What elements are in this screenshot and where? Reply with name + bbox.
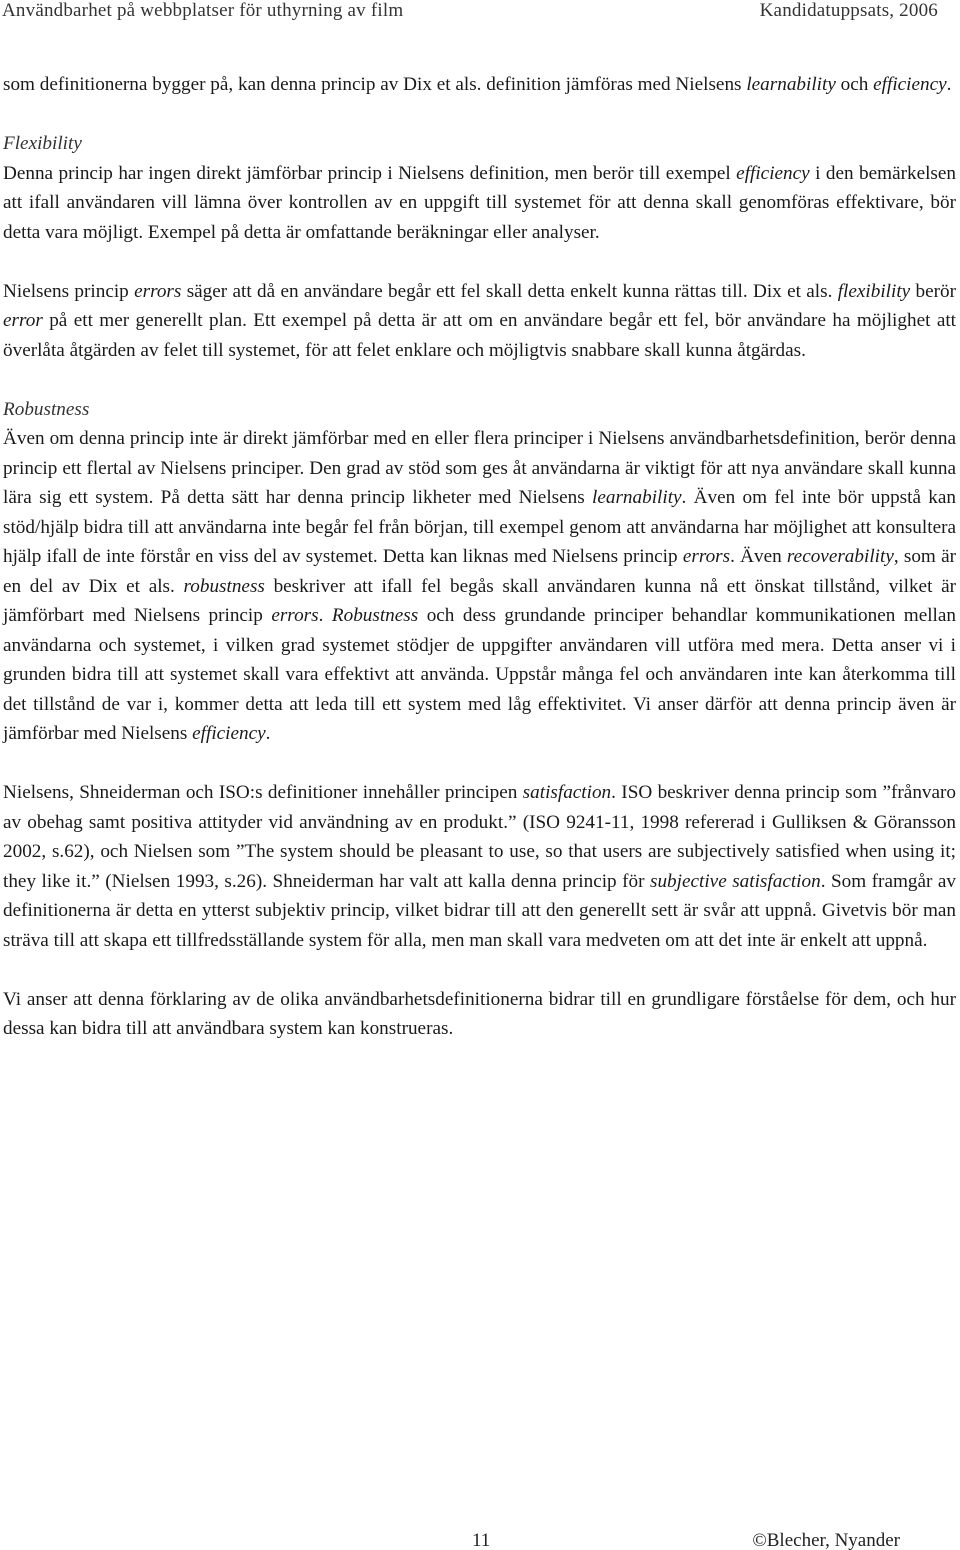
paragraph-flexibility (3, 159, 956, 248)
text-run: . Även om fel inte bör uppstå kan stöd/hjälp bidra till att användarna inte begår fel från början, till exempel genom att användarna har möjlighet att konsultera hjälp ifall de inte förstår en viss del av systemet. Detta kan liknas med Nielsens princip (3, 487, 957, 567)
text-run: Denna princip har ingen direkt jämförbar princip i Nielsens definition, men berör till exempel (3, 162, 737, 184)
text-run: som definitionerna bygger på, kan denna princip av Dix et als. definition jämföras med Nielsens (3, 74, 747, 95)
text-run: . (265, 723, 271, 744)
paragraph-spacer (3, 100, 956, 130)
running-header (2, 0, 938, 22)
text-run: . (946, 74, 952, 95)
paragraph-spacer (3, 365, 956, 395)
section-label-flexibility: Flexibility (3, 133, 82, 154)
emphasis: efficiency (192, 723, 266, 744)
emphasis: satisfaction (522, 782, 612, 803)
paragraph-closing: Vi anser att denna förklaring av de olika användbarhetsdefinitionerna bidrar till en grundligare förståelse för dem, och hur dessa kan bidra till att användbara system kan konstrueras. (3, 988, 956, 1039)
text-run: Även om denna princip inte är direkt jämförbar med en eller flera principer i Nielsens användbarhetsdefinition, berör denna princip ett flertal av Nielsens principer. Den grad av stöd som ges åt användarna är viktigt för att nya användare skall kunna lära sig ett system. På detta sätt har denna princip likheter med Nielsens (3, 428, 956, 508)
text-run: . Som framgår av definitionerna är detta en ytterst subjektiv princip, vilket bidrar till att den generellt sett är svår att uppnå. Givetvis bör man sträva till att skapa ett tillfredsställande system för alla, men man skall vara medveten om att det inte är enkelt att uppnå. (3, 870, 956, 951)
paragraph-spacer (3, 955, 956, 985)
emphasis: efficiency (873, 74, 947, 95)
emphasis: errors (134, 280, 182, 302)
text-run: säger att då en användare begår ett fel skall detta enkelt kunna rättas till. Dix et als. (181, 280, 838, 302)
text-run: , som är en del av Dix et als. (3, 546, 956, 597)
text-run: i den bemärkelsen att ifall användaren vill lämna över kontrollen av en uppgift till systemet för att denna skall genomföras effektivare, bör detta vara möjligt. Exempel på detta är omfattande beräkningar eller analyser. (3, 162, 956, 243)
text-run: . Även (730, 546, 787, 567)
text-run: beskriver att ifall fel begås skall användaren kunna nå ett önskat tillstånd, vilket är jämförbart med Nielsens princip (3, 575, 956, 626)
section-label-robustness: Robustness (3, 398, 90, 420)
paragraph-errors (3, 277, 956, 366)
emphasis: error (3, 310, 43, 331)
text-run: . ISO beskriver denna princip som ”frånvaro av obehag samt positiva attityder vid användning av en produkt.” (ISO 9241-11, 1998 refererad i Gulliksen & Göransson 2002, s.62), och Nielsen som ”The system should be pleasant to use, so that users are subjectively satisfied when using it; they like it.” (Nielsen 1993, s.26). Shneiderman har valt att kalla denna princip för (3, 782, 957, 892)
emphasis: subjective satisfaction (650, 870, 821, 892)
paragraph-spacer (3, 247, 956, 277)
emphasis: learnability (746, 74, 836, 95)
header-title: Användbarhet på webbplatser för uthyrning av film (2, 0, 404, 21)
paragraph-intro (3, 70, 956, 100)
page-number: 11 (472, 1530, 491, 1550)
paragraph-satisfaction (3, 778, 956, 955)
text-run: . (318, 605, 332, 626)
paragraph-spacer (3, 749, 956, 779)
emphasis: recoverability (786, 546, 894, 567)
emphasis: errors (682, 546, 731, 567)
paragraph-robustness (3, 424, 956, 749)
text-run: Nielsens princip (3, 280, 135, 302)
emphasis: robustness (183, 575, 265, 597)
text-run: på ett mer generellt plan. Ett exempel på detta är att om en användare begår ett fel, bör användare ha möjlighet att överlåta åtgärden av felet till systemet, för att felet enklare och möjligtvis snabbare skall kunna åtgärdas. (3, 310, 956, 361)
emphasis: flexibility (837, 280, 911, 302)
header-thesis-info: Kandidatuppsats, 2006 (759, 0, 938, 21)
body-text (3, 70, 956, 1044)
page-footer (0, 1530, 960, 1550)
text-run: berör (910, 280, 956, 302)
text-run: och (835, 74, 874, 95)
emphasis: learnability (592, 487, 682, 508)
emphasis: Robustness (331, 605, 419, 626)
emphasis: errors (271, 605, 319, 626)
text-run: och dess grundande principer behandlar kommunikationen mellan användarna och systemet, i vilken grad systemet stödjer de uppgifter användaren vill utföra med mera. Detta anser vi i grunden bidra till att systemet skall vara effektivt att använda. Uppstår många fel och användaren inte kan återkomma till det tillstånd de var i, kommer detta att leda till ett system med låg effektivitet. Vi anser därför att denna princip även är jämförbar med Nielsens (3, 605, 956, 744)
copyright-authors: ©Blecher, Nyander (752, 1530, 900, 1550)
text-run: Nielsens, Shneiderman och ISO:s definitioner innehåller principen (3, 782, 523, 803)
emphasis: efficiency (736, 162, 810, 184)
